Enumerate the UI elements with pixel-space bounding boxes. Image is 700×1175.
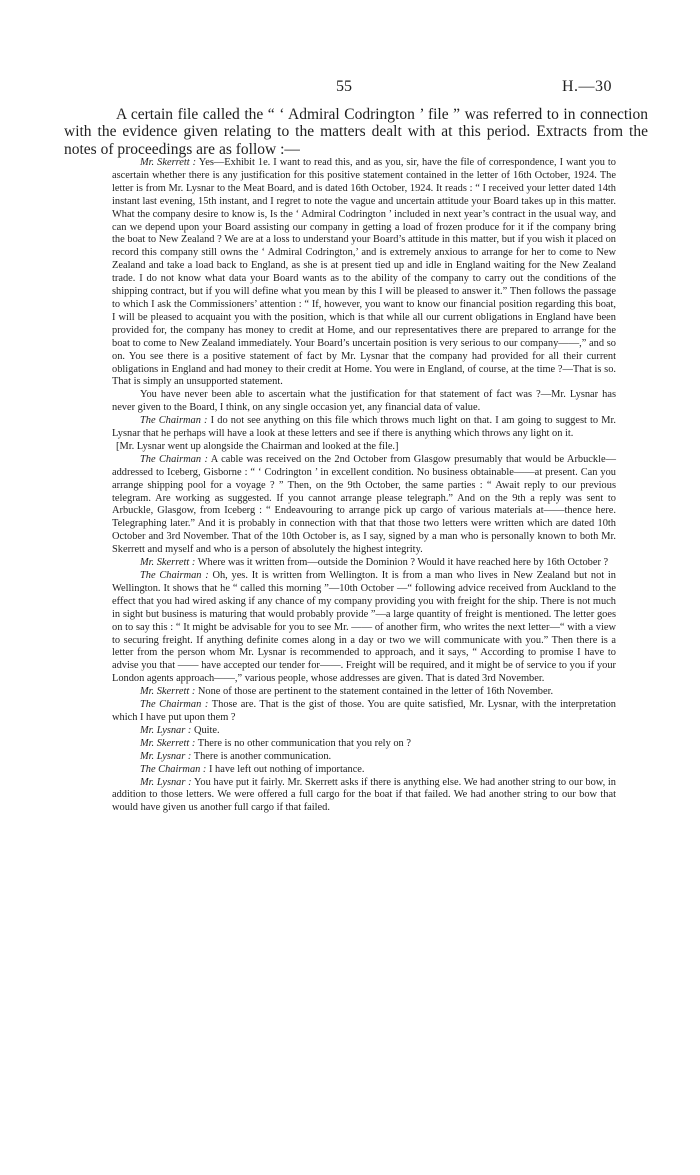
proceedings-paragraph	[112, 686, 616, 699]
paragraph-text: A cable was received on the 2nd October from Glasgow presumably that would be Arbuckle—addressed to Iceberg, Gisborne : “ ‘ Codrington ’ in excellent condition. No business obtainable——at present. Can you arrange shipping pool for a voyage ? ” Then, on the 9th October, the same parties : “ Await reply to our previous telegram. Are working as suggested. If you cannot arrange please telegraph.” And on the 9th a reply was sent to Arbuckle, Glasgow, from Iceberg : “ Endeavouring to arrange pick up cargo of various materials at——thence here. Telegraphing later.” And it is probably in connection with that that those two letters were written which are dated 10th October and 3rd November. That of the 10th October is, as I say, signed by a man who is personally known to both Mr. Skerrett and myself and who is a person of absolutely the highest integrity.	[112, 453, 616, 556]
speaker-label: Mr. Lysnar :	[140, 750, 192, 762]
proceedings-paragraph	[112, 725, 616, 738]
paragraph-text: I have left out nothing of importance.	[206, 763, 365, 775]
speaker-label: The Chairman :	[140, 415, 208, 427]
speaker-label: Mr. Skerrett :	[140, 557, 196, 569]
document-reference: H.—30	[562, 78, 613, 95]
speaker-label: Mr. Skerrett :	[140, 686, 196, 698]
proceedings-paragraph	[112, 557, 616, 570]
paragraph-text: None of those are pertinent to the statement contained in the letter of 16th November.	[195, 686, 554, 698]
paragraph-text: Where was it written from—outside the Dominion ? Would it have reached here by 16th October ?	[195, 557, 609, 569]
speaker-label: Mr. Skerrett :	[140, 737, 196, 749]
proceedings-paragraph	[112, 415, 616, 441]
proceedings-paragraph	[112, 738, 616, 751]
proceedings-paragraph	[112, 157, 616, 389]
page-number: 55	[336, 78, 352, 95]
proceedings-paragraph	[112, 570, 616, 686]
paragraph-text: There is another communication.	[191, 750, 332, 762]
paragraph-text: [Mr. Lysnar went up alongside the Chairman and looked at the file.]	[116, 440, 399, 452]
speaker-label: Mr. Skerrett :	[140, 157, 197, 168]
proceedings-paragraph	[112, 699, 616, 725]
speaker-label: Mr. Lysnar :	[140, 776, 192, 788]
proceedings-body	[112, 157, 616, 815]
intro-paragraph	[64, 106, 648, 158]
paragraph-text: You have never been able to ascertain what the justification for that statement of fact was ?—Mr. Lysnar has never given to the Board, I think, on any single occasion yet, any financial data of value.	[112, 389, 616, 414]
speaker-label: The Chairman :	[140, 763, 207, 775]
paragraph-text: There is no other communication that you rely on ?	[195, 737, 411, 749]
paragraph-text: Those are. That is the gist of those. You are quite satisfied, Mr. Lysnar, with the interpretation which I have put upon them ?	[112, 699, 616, 723]
paragraph-text: You have put it fairly. Mr. Skerrett asks if there is anything else. We had another string to our bow, in addition to those letters. We were offered a full cargo for the boat if that failed. We had another string to our bow that would have given us another full cargo if that failed.	[112, 776, 616, 814]
proceedings-paragraph	[112, 454, 616, 557]
paragraph-text: Yes—Exhibit 1e. I want to read this, and as you, sir, have the file of correspondence, I want you to ascertain whether there is any justification for this positive statement contained in the letter of 16th October, 1924. The letter is from Mr. Lysnar to the Meat Board, and is dated 16th October, 1924. It reads : “ I received your letter dated 14th instant last evening, 15th instant, and I regret to note the vague and uncertain attitude your Board takes up in this matter. What the company desire to know is, Is the ‘ Admiral Codrington ’ included in next year’s contract in the usual way, and can we depend upon your Board assisting our company in getting a load of frozen produce for it if the company bring the boat to New Zealand ? We are at a loss to understand your Board’s attitude in this matter, but if you wish it placed on record this company still owns the ‘ Admiral Codrington,’ and is extremely anxious to arrange for her to come to New Zealand and take a load back to England, as she is at present tied up and idle in England waiting for the New Zealand trade. I do not know what data your Board wants as to the ability of the company to carry out the conditions of the shipping contract, but if you will define what you mean by this I will be pleased to answer it.” Then follows the passage to which I ask the Commissioners’ attention : “ If, however, you want to know our financial position regarding this boat, I will be pleased to acquaint you with the position, which is that while all our current obligations in England have been provided for, the company has money to credit at Home, and our representatives there are prepared to arrange for the boat to come to New Zealand immediately. Your Board’s uncertain position is very serious to our company——,” and so on. You see there is a positive statement of fact by Mr. Lysnar that the company had provided for all their current obligations in England and had money to their credit at Home. You were in England, of course, at the time ?—That is so. That is simply an unsupported statement.	[112, 157, 616, 388]
paragraph-text: Oh, yes. It is written from Wellington. It is from a man who lives in New Zealand but not in Wellington. It shows that he “ called this morning ”—10th October —“ following advice received from Auckland to the effect that you had wired asking if any chance of my company providing you with freight for the ship. There is not much in sight but business is maturing that would probably provide ”—a large quantity of freight is mentioned. The letter goes on to say this : “ It might be advisable for you to see Mr. —— of another firm, who writes the next letter—“ with a view to securing freight. If anything definite comes along in a day or two we will communicate with you.” Then there is a letter from the person whom Mr. Lysnar is recommended to approach, and it says, “ According to promise I have to advise you that —— have accepted our tender for——. Freight will be required, and it might be of service to you if your London agents approach——,” various people, whose addresses are given. That is dated 3rd November.	[112, 570, 616, 685]
speaker-label: Mr. Lysnar :	[140, 724, 192, 736]
stage-direction	[112, 441, 616, 454]
proceedings-paragraph	[112, 777, 616, 816]
intro-text: A certain file called the “ ‘ Admiral Codrington ’ file ” was referred to in connection with the evidence given relating to the matters dealt with at this period. Extracts from the notes of proceedings are as follow :—	[64, 106, 648, 158]
paragraph-text: Quite.	[191, 724, 220, 736]
proceedings-paragraph	[112, 764, 616, 777]
speaker-label: The Chairman :	[140, 453, 208, 465]
speaker-label: The Chairman :	[140, 699, 209, 711]
paragraph-text: I do not see anything on this file which throws much light on that. I am going to suggest to Mr. Lysnar that he perhaps will have a look at these letters and see if there is anything which throws any light on it.	[112, 415, 616, 440]
speaker-label: The Chairman :	[140, 570, 209, 581]
proceedings-paragraph	[112, 751, 616, 764]
proceedings-paragraph	[112, 389, 616, 415]
